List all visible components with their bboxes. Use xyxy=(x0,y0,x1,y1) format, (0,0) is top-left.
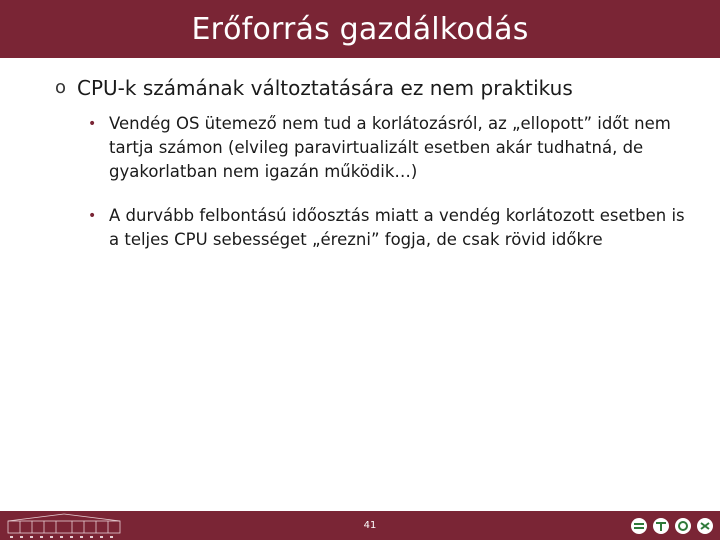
university-building-logo xyxy=(0,511,128,540)
sub-bullet-text: Vendég OS ütemező nem tud a korlátozásról, az „ellopott” időt nem tartja számon (elvileg paravirtualizált esetben akár tudhatná, de gyakorlatban nem igazán működik…) xyxy=(109,114,671,181)
bullet-icon: • xyxy=(88,116,97,132)
department-logo-icon xyxy=(630,517,648,535)
partner-logos xyxy=(630,514,714,538)
title-bar xyxy=(0,0,720,58)
main-point-text: CPU-k számának változtatására ez nem praktikus xyxy=(77,76,573,100)
sub-bullet-text: A durvább felbontású időosztás miatt a vendég korlátozott esetben is a teljes CPU sebességet „érezni” fogja, de csak rövid időkre xyxy=(109,206,685,249)
t-logo-icon xyxy=(652,517,670,535)
gear-logo-icon xyxy=(696,517,714,535)
circle-bullet-icon: o xyxy=(55,77,67,98)
bullet-icon: • xyxy=(88,208,97,224)
page-number: 41 xyxy=(363,520,377,531)
footer-bar xyxy=(0,511,720,540)
circle-logo-icon xyxy=(674,517,692,535)
slide-title: Erőforrás gazdálkodás xyxy=(191,11,529,47)
